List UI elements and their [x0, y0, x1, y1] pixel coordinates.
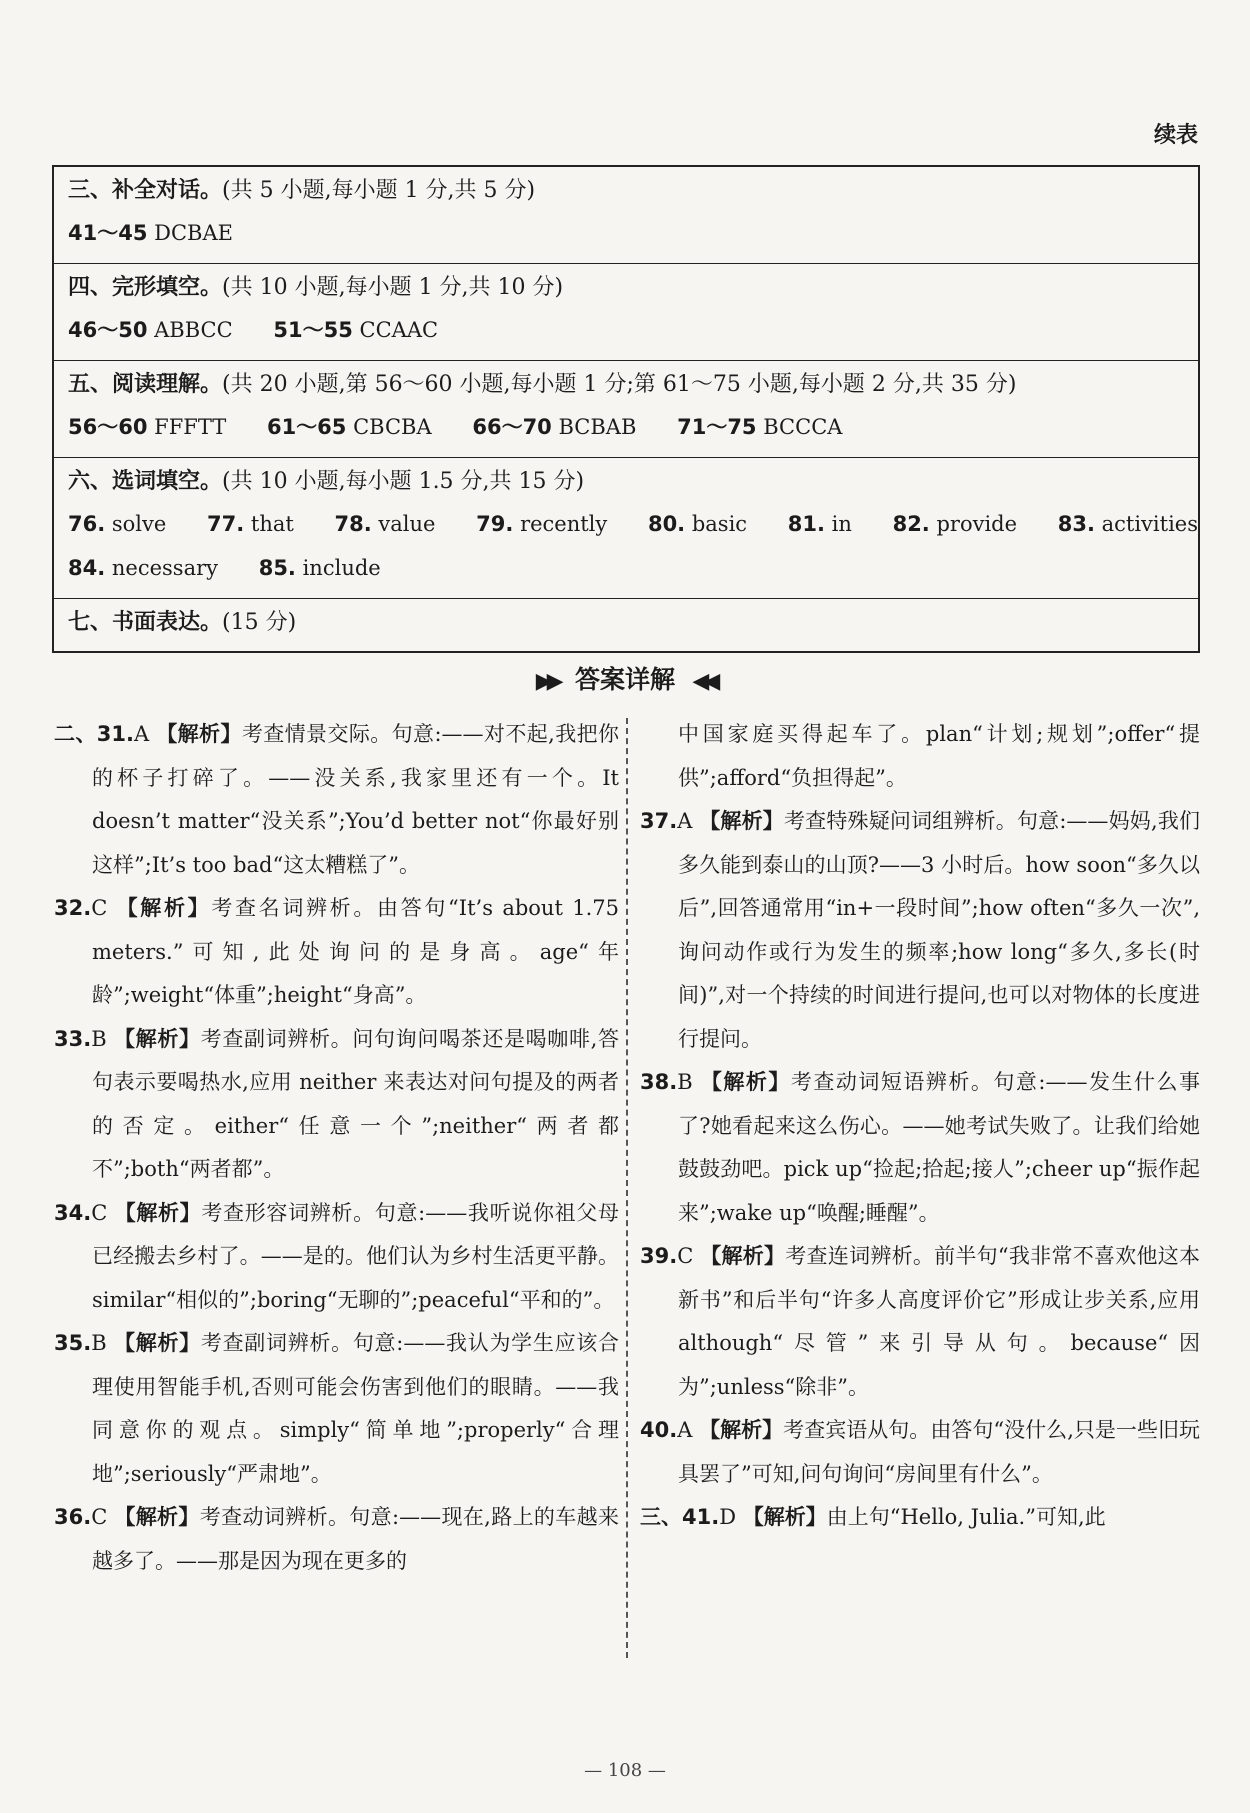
section-cloze	[54, 263, 1198, 360]
section-note: (共 10 小题,每小题 1 分,共 10 分)	[222, 275, 564, 300]
answer-group: 61～65 CBCBA	[266, 415, 432, 439]
explanation-item: 36.C 【解析】考查动词辨析。句意:——现在,路上的车越来越多了。——那是因为现在更多的	[54, 1505, 620, 1573]
answer-line	[68, 405, 1184, 449]
details-left-column	[54, 713, 619, 1583]
answer-group: 71～75 BCCCA	[677, 415, 843, 439]
answer-line	[68, 502, 1199, 546]
details-heading: ▶▶ 答案详解 ◀◀	[535, 665, 715, 694]
explanation-item: 34.C 【解析】考查形容词辨析。句意:——我听说你祖父母已经搬去乡村了。——是的。他们认为乡村生活更平静。similar“相似的”;boring“无聊的”;peaceful“平和的”。	[54, 1200, 619, 1312]
answer-group: 84. necessary	[68, 556, 219, 580]
explanation-item: 33.B 【解析】考查副词辨析。问句询问喝茶还是喝咖啡,答句表示要喝热水,应用 neither 来表达对问句提及的两者的否定。either“任意一个”;neither“两者都不”;both“两者都”。	[54, 1026, 619, 1181]
answer-group: 76. solve	[68, 512, 167, 536]
answer-group: 85. include	[258, 556, 381, 580]
page-number: — 108 —	[584, 1760, 666, 1781]
answer-group: 81. in	[787, 512, 852, 536]
answer-line	[68, 546, 1184, 590]
explanation-item: 三、41.D 【解析】由上句“Hello, Julia.”可知,此	[640, 1505, 1106, 1529]
details-right-column	[640, 713, 1200, 1540]
section-title: 七、书面表达。	[68, 610, 223, 635]
explanation-item: 32.C 【解析】考查名词辨析。由答句“It’s about 1.75 meters.”可知,此处询问的是身高。age“年龄”;weight“体重”;height“身高”。	[54, 896, 619, 1007]
answer-group: 78. value	[334, 512, 436, 536]
explanation-item: 38.B 【解析】考查动词短语辨析。句意:——发生什么事了?她看起来这么伤心。——她考试失败了。让我们给她鼓鼓劲吧。pick up“捡起;拾起;接人”;cheer up“振作起来”;wake up“唤醒;睡醒”。	[640, 1070, 1201, 1225]
column-divider	[626, 718, 628, 1658]
section-note: (15 分)	[222, 610, 297, 635]
section-note: (共 10 小题,每小题 1.5 分,共 15 分)	[222, 469, 585, 494]
answer-group: 82. provide	[892, 512, 1018, 536]
answer-group: 83. activities	[1057, 512, 1199, 536]
answer-group: 79. recently	[476, 512, 608, 536]
section-title: 五、阅读理解。	[68, 372, 223, 397]
continued-label: 续表	[1153, 123, 1198, 148]
section-reading	[54, 360, 1198, 457]
section-note: (共 20 小题,第 56～60 小题,每小题 1 分;第 61～75 小题,每小题 2 分,共 35 分)	[222, 372, 1017, 397]
answer-table	[52, 165, 1200, 653]
answer-group: 66～70 BCBAB	[472, 415, 637, 439]
explanation-item: 39.C 【解析】考查连词辨析。前半句“我非常不喜欢他这本新书”和后半句“许多人高度评价它”形成让步关系,应用 although“尽管”来引导从句。because“因为”;unless“除非”。	[640, 1244, 1201, 1399]
answer-line	[68, 211, 1184, 255]
explanation-item: 37.A 【解析】考查特殊疑问词组辨析。句意:——妈妈,我们多久能到泰山的山顶?——3 小时后。how soon“多久以后”,回答通常用“in+一段时间”;how often“多久一次”,询问动作或行为发生的频率;how long“多久,多长(时间)”,对一个持续的时间进行提问,也可以对物体的长度进行提问。	[640, 809, 1200, 1051]
section-word-fill	[54, 457, 1198, 598]
section-dialogue	[54, 167, 1198, 263]
answer-group: 41～45 DCBAE	[68, 221, 233, 245]
answer-group: 46～50 ABBCC	[68, 318, 233, 342]
section-title: 四、完形填空。	[68, 275, 223, 300]
section-note: (共 5 小题,每小题 1 分,共 5 分)	[222, 178, 536, 203]
double-arrow-right-icon: ▶▶	[535, 669, 558, 694]
answer-group: 56～60 FFFTT	[68, 415, 227, 439]
double-arrow-left-icon: ◀◀	[692, 669, 715, 694]
answer-group: 80. basic	[647, 512, 748, 536]
explanation-item: 35.B 【解析】考查副词辨析。句意:——我认为学生应该合理使用智能手机,否则可能会伤害到他们的眼睛。——我同意你的观点。simply“简单地”;properly“合理地”;seriously“严肃地”。	[54, 1331, 619, 1486]
section-title: 六、选词填空。	[68, 469, 223, 494]
answer-group: 51～55 CCAAC	[273, 318, 439, 342]
section-writing	[54, 598, 1198, 651]
explanation-item: 二、31.A 【解析】考查情景交际。句意:——对不起,我把你的杯子打碎了。——没关系,我家里还有一个。It doesn’t matter“没关系”;You’d better not“你最好别这样”;It’s too bad“这太糟糕了”。	[54, 722, 619, 877]
explanation-continuation: 中国家庭买得起车了。plan“计划;规划”;offer“提供”;afford“负担得起”。	[678, 722, 1200, 790]
section-title: 三、补全对话。	[68, 178, 223, 203]
answer-group: 77. that	[207, 512, 294, 536]
answer-line	[68, 308, 1184, 352]
explanation-item: 40.A 【解析】考查宾语从句。由答句“没什么,只是一些旧玩具罢了”可知,问句询问“房间里有什么”。	[640, 1418, 1200, 1486]
